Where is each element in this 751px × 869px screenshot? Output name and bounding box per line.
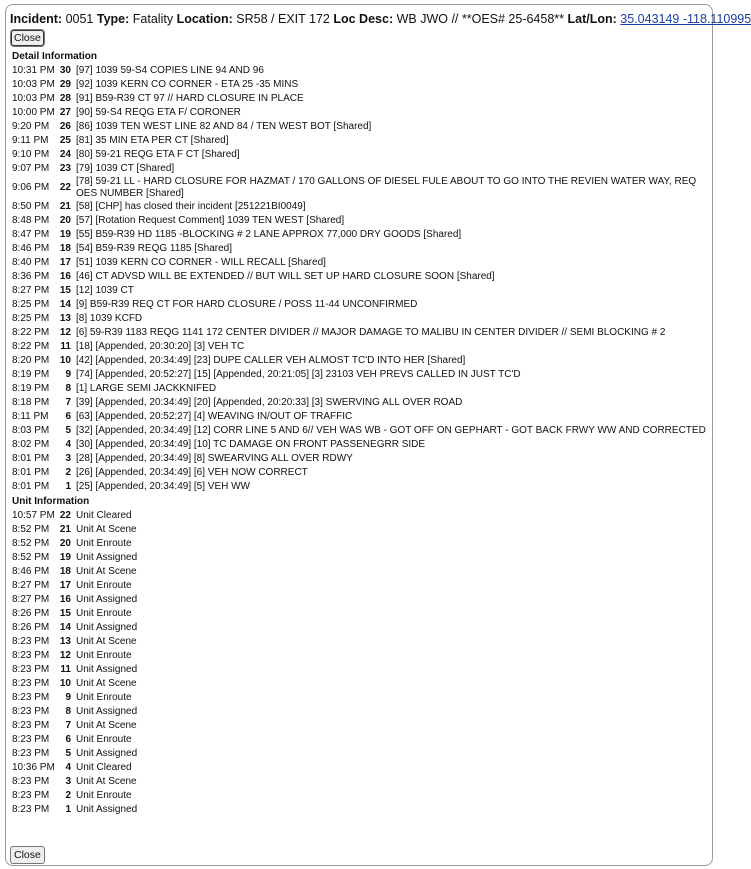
detail-list — [12, 64, 708, 494]
entry-number: 18 — [59, 243, 71, 254]
detail-row — [12, 452, 708, 466]
entry-text: [54] B59-R39 REQG 1185 [Shared] — [76, 243, 233, 254]
unit-row — [12, 803, 708, 817]
detail-information-title: Detail Information — [12, 51, 98, 62]
entry-text: [90] 59-S4 REQG ETA F/ CORONER — [76, 107, 241, 118]
loc-desc-label: Loc Desc: — [333, 12, 394, 26]
entry-number: 1 — [65, 481, 71, 492]
detail-row — [12, 326, 708, 340]
unit-row — [12, 649, 708, 663]
entry-number: 19 — [59, 229, 71, 240]
entry-time: 8:47 PM — [12, 229, 50, 240]
entry-number: 3 — [65, 776, 71, 787]
entry-text: [12] 1039 CT — [76, 285, 134, 296]
entry-number: 6 — [65, 734, 71, 745]
entry-time: 8:23 PM — [12, 678, 50, 689]
incident-header — [10, 12, 751, 27]
entry-time: 9:07 PM — [12, 163, 50, 174]
close-button-bottom[interactable]: Close — [10, 846, 45, 864]
entry-time: 9:06 PM — [12, 182, 50, 193]
entry-text: Unit Enroute — [76, 790, 132, 801]
entry-number: 27 — [59, 107, 71, 118]
entry-number: 18 — [59, 566, 71, 577]
entry-text: [28] [Appended, 20:34:49] [8] SWEARVING ALL OVER RDWY — [76, 453, 353, 464]
latlon-link[interactable]: 35.043149 -118.110995 — [620, 12, 751, 26]
entry-number: 9 — [65, 369, 71, 380]
entry-number: 21 — [59, 524, 71, 535]
detail-row — [12, 340, 708, 354]
detail-row — [12, 214, 708, 228]
entry-text: Unit Cleared — [76, 762, 132, 773]
entry-time: 8:52 PM — [12, 538, 50, 549]
unit-row — [12, 691, 708, 705]
entry-time: 8:19 PM — [12, 369, 50, 380]
entry-time: 8:23 PM — [12, 804, 50, 815]
entry-number: 10 — [59, 678, 71, 689]
entry-number: 11 — [60, 341, 71, 352]
latlon-label: Lat/Lon: — [567, 12, 617, 26]
entry-time: 8:26 PM — [12, 608, 50, 619]
detail-row — [12, 176, 708, 200]
entry-text: Unit Enroute — [76, 580, 132, 591]
entry-number: 7 — [65, 397, 71, 408]
unit-row — [12, 621, 708, 635]
detail-row — [12, 134, 708, 148]
unit-row — [12, 565, 708, 579]
type-label: Type: — [96, 12, 130, 26]
entry-text: Unit Enroute — [76, 538, 132, 549]
unit-row — [12, 705, 708, 719]
entry-text: [30] [Appended, 20:34:49] [10] TC DAMAGE ON FRONT PASSENEGRR SIDE — [76, 439, 426, 450]
entry-number: 19 — [59, 552, 71, 563]
entry-number: 5 — [65, 748, 71, 759]
detail-row — [12, 242, 708, 256]
entry-time: 8:27 PM — [12, 594, 50, 605]
entry-time: 8:01 PM — [12, 453, 50, 464]
detail-row — [12, 396, 708, 410]
detail-row — [12, 410, 708, 424]
entry-time: 8:20 PM — [12, 355, 50, 366]
entry-number: 23 — [59, 163, 71, 174]
entry-number: 4 — [65, 762, 71, 773]
entry-number: 24 — [59, 149, 71, 160]
entry-text: [79] 1039 CT [Shared] — [76, 163, 175, 174]
entry-time: 10:03 PM — [12, 79, 55, 90]
entry-text: Unit Assigned — [76, 622, 138, 633]
detail-row — [12, 162, 708, 176]
entry-time: 10:31 PM — [12, 65, 55, 76]
entry-number: 15 — [59, 285, 71, 296]
detail-row — [12, 120, 708, 134]
detail-row — [12, 64, 708, 78]
entry-number: 26 — [59, 121, 71, 132]
entry-text: [58] [CHP] has closed their incident [251221BI0049] — [76, 201, 306, 212]
unit-row — [12, 551, 708, 565]
detail-row — [12, 480, 708, 494]
detail-row — [12, 200, 708, 214]
entry-text: [26] [Appended, 20:34:49] [6] VEH NOW CORRECT — [76, 467, 308, 478]
entry-text: [97] 1039 59-S4 COPIES LINE 94 AND 96 — [76, 65, 264, 76]
entry-text: Unit Cleared — [76, 510, 132, 521]
unit-list — [12, 509, 708, 817]
entry-time: 8:50 PM — [12, 201, 50, 212]
incident-label: Incident: — [10, 12, 63, 26]
entry-number: 13 — [59, 313, 71, 324]
entry-time: 8:23 PM — [12, 776, 50, 787]
entry-time: 8:46 PM — [12, 566, 50, 577]
detail-row — [12, 92, 708, 106]
entry-text: [74] [Appended, 20:52:27] [15] [Appended, 20:21:05] [3] 23103 VEH PREVS CALLED IN JUST TC'D — [76, 369, 521, 380]
entry-text: Unit Assigned — [76, 552, 138, 563]
entry-text: [92] 1039 KERN CO CORNER - ETA 25 -35 MINS — [76, 79, 299, 90]
entry-text: Unit Enroute — [76, 692, 132, 703]
entry-number: 16 — [59, 594, 71, 605]
entry-number: 13 — [59, 636, 71, 647]
entry-time: 8:22 PM — [12, 341, 50, 352]
detail-row — [12, 424, 708, 438]
unit-row — [12, 523, 708, 537]
entry-text: Unit At Scene — [76, 678, 137, 689]
entry-text: [18] [Appended, 20:30:20] [3] VEH TC — [76, 341, 245, 352]
unit-row — [12, 537, 708, 551]
entry-text: [25] [Appended, 20:34:49] [5] VEH WW — [76, 481, 250, 492]
entry-text: [80] 59-21 REQG ETA F CT [Shared] — [76, 149, 240, 160]
entry-time: 8:36 PM — [12, 271, 50, 282]
entry-time: 8:52 PM — [12, 552, 50, 563]
entry-text: Unit At Scene — [76, 566, 137, 577]
detail-row — [12, 312, 708, 326]
entry-time: 8:48 PM — [12, 215, 50, 226]
entry-time: 8:26 PM — [12, 622, 50, 633]
entry-time: 8:27 PM — [12, 580, 50, 591]
entry-time: 8:18 PM — [12, 397, 50, 408]
unit-row — [12, 593, 708, 607]
entry-time: 9:11 PM — [12, 135, 49, 146]
entry-time: 8:23 PM — [12, 720, 50, 731]
entry-text: [42] [Appended, 20:34:49] [23] DUPE CALLER VEH ALMOST TC'D INTO HER [Shared] — [76, 355, 466, 366]
entry-text: Unit At Scene — [76, 524, 137, 535]
entry-time: 8:23 PM — [12, 636, 50, 647]
detail-row — [12, 270, 708, 284]
unit-row — [12, 677, 708, 691]
entry-text: Unit Assigned — [76, 804, 138, 815]
entry-time: 8:22 PM — [12, 327, 50, 338]
close-button-top[interactable]: Close — [10, 29, 45, 47]
entry-text: Unit Enroute — [76, 608, 132, 619]
location-label: Location: — [176, 12, 233, 26]
entry-number: 25 — [59, 135, 71, 146]
entry-number: 22 — [59, 182, 71, 193]
entry-number: 14 — [59, 299, 71, 310]
detail-row — [12, 106, 708, 120]
entry-time: 8:23 PM — [12, 664, 50, 675]
entry-number: 1 — [65, 804, 71, 815]
entry-time: 8:27 PM — [12, 285, 50, 296]
unit-row — [12, 789, 708, 803]
entry-number: 7 — [65, 720, 71, 731]
unit-information-title: Unit Information — [12, 496, 90, 507]
detail-row — [12, 354, 708, 368]
entry-time: 8:52 PM — [12, 524, 50, 535]
entry-time: 8:23 PM — [12, 706, 50, 717]
entry-number: 17 — [59, 257, 71, 268]
type-value: Fatality — [132, 12, 174, 26]
entry-text: [78] 59-21 LL - HARD CLOSURE FOR HAZMAT / 170 GALLONS OF DIESEL FULE ABOUT TO GO INTO THE REVIEN WATER WAY, REQ OES NUMBER [Shared] — [76, 176, 697, 199]
unit-row — [12, 607, 708, 621]
entry-text: Unit Enroute — [76, 734, 132, 745]
entry-text: [8] 1039 KCFD — [76, 313, 143, 324]
detail-row — [12, 148, 708, 162]
unit-row — [12, 719, 708, 733]
entry-number: 4 — [65, 439, 71, 450]
entry-time: 8:23 PM — [12, 734, 50, 745]
entry-number: 10 — [59, 355, 71, 366]
entry-number: 20 — [59, 215, 71, 226]
entry-text: Unit Assigned — [76, 748, 138, 759]
entry-text: Unit Enroute — [76, 650, 132, 661]
entry-text: [55] B59-R39 HD 1185 -BLOCKING # 2 LANE APPROX 77,000 DRY GOODS [Shared] — [76, 229, 462, 240]
entry-text: [63] [Appended, 20:52:27] [4] WEAVING IN/OUT OF TRAFFIC — [76, 411, 353, 422]
entry-time: 8:23 PM — [12, 650, 50, 661]
entry-time: 8:46 PM — [12, 243, 50, 254]
entry-text: [32] [Appended, 20:34:49] [12] CORR LINE 5 AND 6// VEH WAS WB - GOT OFF ON GEPHART - GOT BACK FRWY WW AND CORRECTED — [76, 425, 706, 436]
entry-number: 2 — [65, 467, 71, 478]
entry-time: 8:40 PM — [12, 257, 50, 268]
entry-text: Unit At Scene — [76, 636, 137, 647]
unit-row — [12, 579, 708, 593]
detail-row — [12, 298, 708, 312]
entry-text: [9] B59-R39 REQ CT FOR HARD CLOSURE / POSS 11-44 UNCONFIRMED — [76, 299, 418, 310]
detail-row — [12, 382, 708, 396]
entry-time: 9:10 PM — [12, 149, 50, 160]
entry-text: Unit Assigned — [76, 594, 138, 605]
unit-row — [12, 747, 708, 761]
entry-number: 5 — [65, 425, 71, 436]
detail-row — [12, 78, 708, 92]
entry-number: 22 — [59, 510, 71, 521]
entry-time: 10:03 PM — [12, 93, 55, 104]
entry-number: 17 — [59, 580, 71, 591]
unit-row — [12, 509, 708, 523]
entry-number: 29 — [59, 79, 71, 90]
entry-text: Unit Assigned — [76, 706, 138, 717]
unit-row — [12, 775, 708, 789]
entry-number: 11 — [60, 664, 71, 675]
unit-row — [12, 733, 708, 747]
entry-number: 14 — [59, 622, 71, 633]
entry-number: 12 — [59, 327, 71, 338]
entry-number: 8 — [65, 706, 71, 717]
unit-row — [12, 635, 708, 649]
entry-text: [39] [Appended, 20:34:49] [20] [Appended, 20:20:33] [3] SWERVING ALL OVER ROAD — [76, 397, 463, 408]
detail-row — [12, 438, 708, 452]
entry-text: [46] CT ADVSD WILL BE EXTENDED // BUT WILL SET UP HARD CLOSURE SOON [Shared] — [76, 271, 495, 282]
entry-text: [57] [Rotation Request Comment] 1039 TEN WEST [Shared] — [76, 215, 345, 226]
entry-time: 8:11 PM — [12, 411, 49, 422]
entry-time: 8:01 PM — [12, 467, 50, 478]
entry-time: 10:36 PM — [12, 762, 55, 773]
entry-time: 8:03 PM — [12, 425, 50, 436]
entry-number: 30 — [59, 65, 71, 76]
entry-text: Unit Assigned — [76, 664, 138, 675]
entry-number: 12 — [59, 650, 71, 661]
entry-number: 16 — [59, 271, 71, 282]
entry-time: 8:25 PM — [12, 313, 50, 324]
entry-text: [86] 1039 TEN WEST LINE 82 AND 84 / TEN WEST BOT [Shared] — [76, 121, 372, 132]
entry-number: 20 — [59, 538, 71, 549]
entry-time: 8:23 PM — [12, 790, 50, 801]
location-value: SR58 / EXIT 172 — [236, 12, 330, 26]
entry-text: Unit At Scene — [76, 720, 137, 731]
entry-number: 3 — [65, 453, 71, 464]
detail-row — [12, 466, 708, 480]
entry-number: 21 — [59, 201, 71, 212]
entry-number: 2 — [65, 790, 71, 801]
entry-time: 8:02 PM — [12, 439, 50, 450]
entry-number: 6 — [65, 411, 71, 422]
entry-number: 15 — [59, 608, 71, 619]
entry-time: 8:01 PM — [12, 481, 50, 492]
entry-number: 28 — [59, 93, 71, 104]
entry-time: 8:19 PM — [12, 383, 50, 394]
unit-row — [12, 663, 708, 677]
loc-desc-value: WB JWO // **OES# 25-6458** — [396, 12, 565, 26]
detail-row — [12, 368, 708, 382]
entry-number: 9 — [65, 692, 71, 703]
detail-row — [12, 228, 708, 242]
unit-row — [12, 761, 708, 775]
entry-time: 9:20 PM — [12, 121, 50, 132]
entry-text: [1] LARGE SEMI JACKKNIFED — [76, 383, 217, 394]
entry-time: 10:57 PM — [12, 510, 55, 521]
entry-time: 8:23 PM — [12, 748, 50, 759]
entry-time: 10:00 PM — [12, 107, 55, 118]
entry-time: 8:23 PM — [12, 692, 50, 703]
entry-text: [51] 1039 KERN CO CORNER - WILL RECALL [Shared] — [76, 257, 326, 268]
incident-value: 0051 — [65, 12, 94, 26]
entry-number: 8 — [65, 383, 71, 394]
detail-row — [12, 284, 708, 298]
entry-text: Unit At Scene — [76, 776, 137, 787]
entry-text: [91] B59-R39 CT 97 // HARD CLOSURE IN PLACE — [76, 93, 304, 104]
detail-row — [12, 256, 708, 270]
entry-text: [81] 35 MIN ETA PER CT [Shared] — [76, 135, 229, 146]
entry-time: 8:25 PM — [12, 299, 50, 310]
entry-text: [6] 59-R39 1183 REQG 1141 172 CENTER DIVIDER // MAJOR DAMAGE TO MALIBU IN CENTER DIVIDER // SEMI BLOCKING # 2 — [76, 327, 666, 338]
